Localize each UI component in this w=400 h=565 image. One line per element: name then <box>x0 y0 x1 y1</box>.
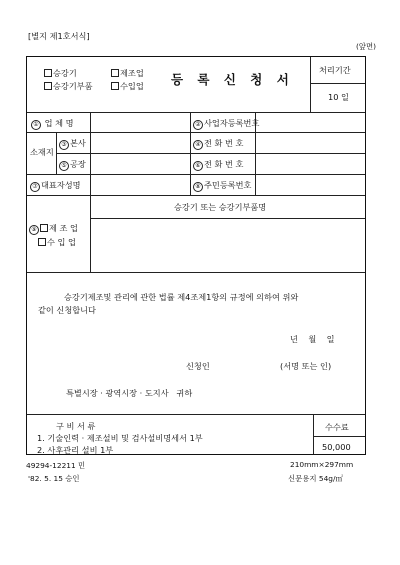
label-resident-no: ⑧ 주민등록번호 <box>193 180 251 192</box>
product-header: 승강기 또는 승강기부품명 <box>174 202 267 212</box>
footer-code: 49294-12211 민 <box>26 461 86 470</box>
statement-line-1: 승강기제조및 관리에 관한 법률 제4조제1항의 규정에 의하여 위와 <box>64 292 299 302</box>
document-item-1: 1. 기술인력 · 제조설비 및 검사설비명세서 1부 <box>37 433 203 443</box>
footer-paper-size: 210mm×297mm <box>290 460 354 469</box>
option-import-biz[interactable]: 수 입 업 <box>38 237 76 248</box>
input-phone-2[interactable] <box>257 155 363 173</box>
label-representative: ⑦ 대표자성명 <box>30 180 81 192</box>
input-company-name[interactable] <box>92 114 188 131</box>
input-product-names[interactable] <box>92 220 363 270</box>
input-business-reg-no[interactable] <box>257 114 363 131</box>
statement-line-2: 같이 신청합니다 <box>38 305 96 315</box>
label-phone-1: ④ 전 화 번 호 <box>193 138 243 150</box>
fee-label: 수수료 <box>325 422 349 432</box>
fee-value: 50,000 <box>322 442 351 452</box>
label-phone-2: ⑥ 전 화 번 호 <box>193 159 243 171</box>
form-number: [별지 제1호서식] <box>28 31 90 41</box>
input-factory[interactable] <box>92 155 188 173</box>
form-title: 등 록 신 청 서 <box>171 72 294 87</box>
checkbox-icon[interactable] <box>38 238 46 246</box>
input-phone-1[interactable] <box>257 134 363 152</box>
option-manufacturing[interactable]: 제조업 <box>111 68 144 79</box>
option-elevator-parts[interactable]: 승강기부품 <box>44 81 93 92</box>
documents-header: 구 비 서 류 <box>56 421 96 431</box>
signature-field[interactable]: (서명 또는 인) <box>280 361 332 371</box>
label-head-office: ③ 본사 <box>59 138 86 150</box>
label-company-name: ① 업 체 명 <box>31 118 74 130</box>
page-side-label: (앞면) <box>356 42 377 51</box>
label-business-reg-no: ② 사업자등록번호 <box>193 118 259 130</box>
option-import[interactable]: 수입업 <box>111 81 144 92</box>
checkbox-icon[interactable] <box>40 224 48 232</box>
document-item-2: 2. 사후관리 설비 1부 <box>37 445 114 455</box>
addressee: 특별시장 · 광역시장 · 도지사 귀하 <box>66 388 193 398</box>
checkbox-icon[interactable] <box>111 69 119 77</box>
input-head-office[interactable] <box>92 134 188 152</box>
footer-approval: '82. 5. 15 승인 <box>28 474 80 483</box>
processing-label: 처리기간 <box>319 65 351 75</box>
option-elevator[interactable]: 승강기 <box>44 68 77 79</box>
date-line: 년 월 일 <box>290 334 335 344</box>
label-location: 소재지 <box>30 147 54 157</box>
processing-value: 10 일 <box>328 92 349 102</box>
footer-paper-type: 신문용지 54g/㎡ <box>288 474 343 483</box>
input-resident-no[interactable] <box>257 176 363 194</box>
input-representative[interactable] <box>92 176 188 194</box>
checkbox-icon[interactable] <box>44 69 52 77</box>
checkbox-icon[interactable] <box>111 82 119 90</box>
option-manufacture[interactable]: ⑨ 제 조 업 <box>29 223 78 235</box>
checkbox-icon[interactable] <box>44 82 52 90</box>
label-factory: ⑤ 공장 <box>59 159 86 171</box>
applicant-label: 신청인 <box>186 361 210 371</box>
